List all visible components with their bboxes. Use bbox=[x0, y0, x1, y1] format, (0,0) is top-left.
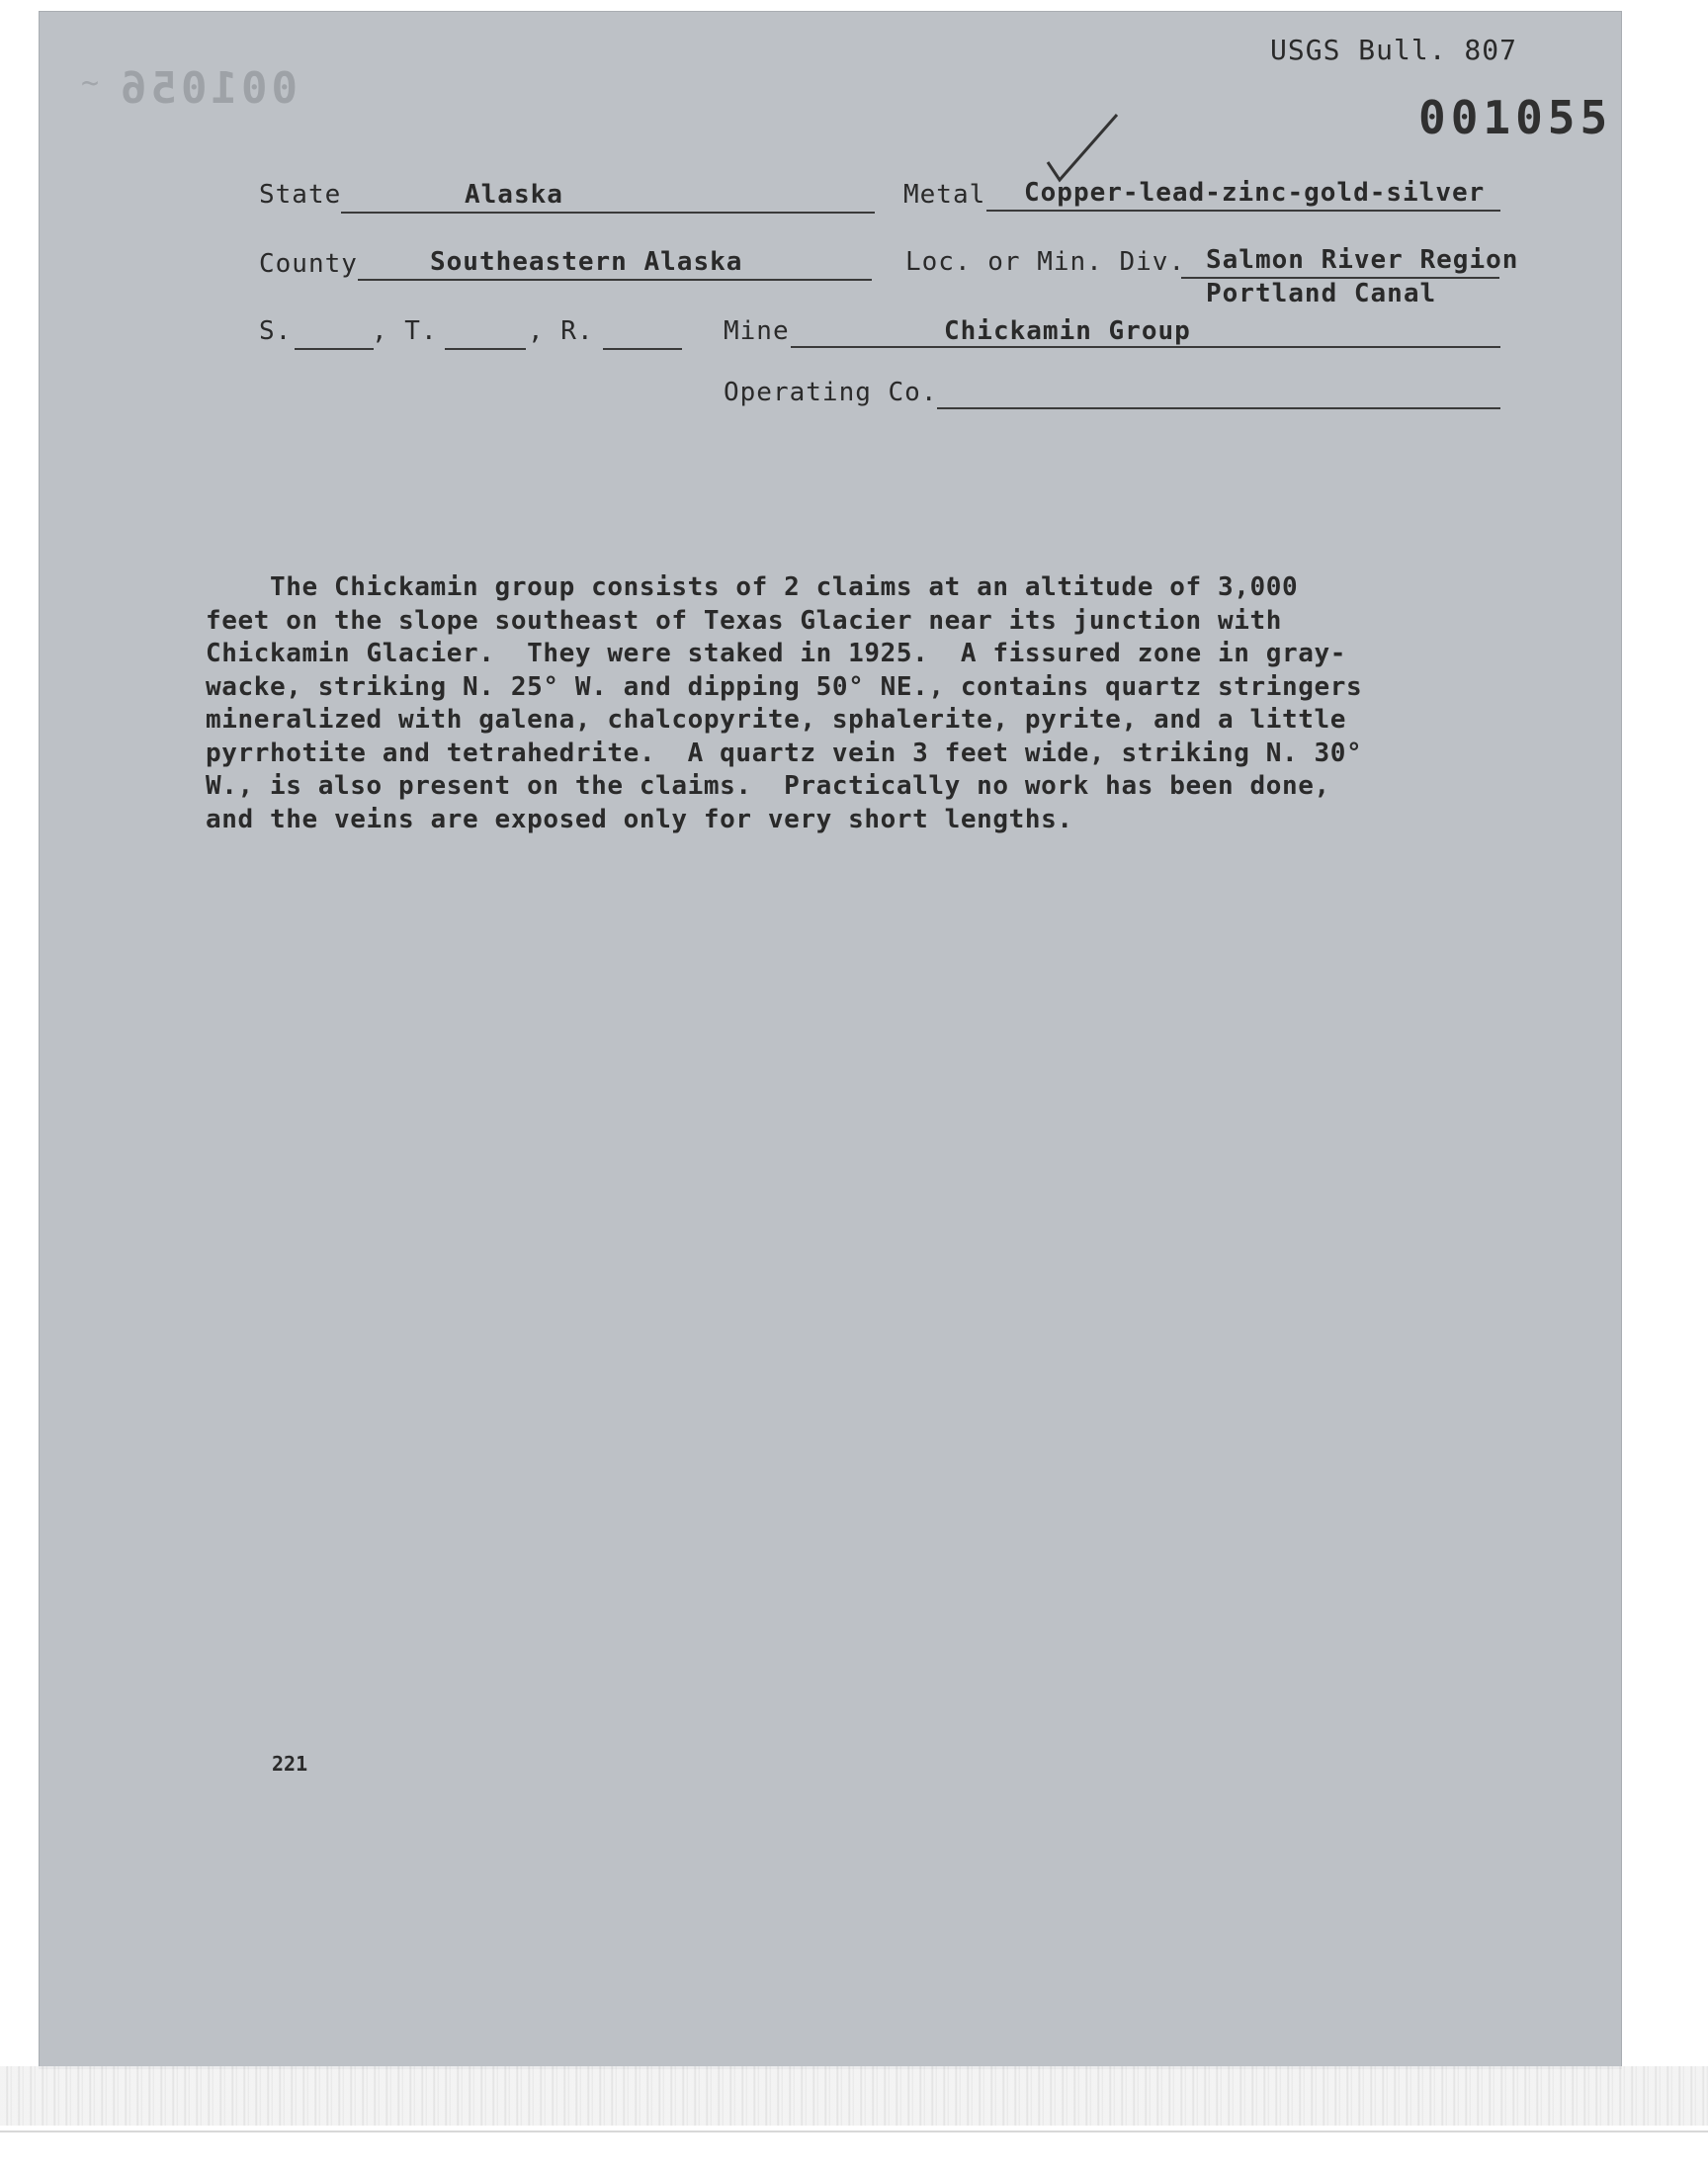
loc-value-line2: Portland Canal bbox=[1206, 279, 1437, 308]
range-underline bbox=[603, 348, 682, 350]
scan-edge bbox=[0, 2066, 1708, 2126]
section-label: S. bbox=[259, 316, 293, 346]
metal-label: Metal bbox=[903, 180, 986, 210]
serial-number: 001055 bbox=[1418, 91, 1613, 144]
township-label: , T. bbox=[372, 316, 438, 346]
document-page bbox=[40, 12, 1621, 2068]
county-underline bbox=[358, 279, 872, 281]
paragraph-line: Chickamin Glacier. They were staked in 1925. A fissured zone in gray- bbox=[206, 639, 1346, 668]
state-label: State bbox=[259, 180, 342, 210]
section-underline bbox=[295, 348, 374, 350]
bulletin-reference: USGS Bull. 807 bbox=[1270, 34, 1518, 66]
mirrored-serial-bleedthrough: 001056 bbox=[117, 63, 298, 114]
paragraph-line: and the veins are exposed only for very short lengths. bbox=[206, 804, 1073, 834]
loc-label: Loc. or Min. Div. bbox=[905, 247, 1186, 277]
page-number: 221 bbox=[272, 1752, 308, 1776]
paragraph-line: feet on the slope southeast of Texas Glacier near its junction with bbox=[206, 605, 1282, 636]
county-value: Southeastern Alaska bbox=[430, 247, 743, 277]
mine-value: Chickamin Group bbox=[944, 316, 1191, 346]
paragraph-line: mineralized with galena, chalcopyrite, sphalerite, pyrite, and a little bbox=[206, 705, 1346, 735]
description-paragraph bbox=[206, 571, 1491, 836]
county-label: County bbox=[259, 249, 358, 279]
paragraph-line: The Chickamin group consists of 2 claims at an altitude of 3,000 bbox=[206, 572, 1299, 602]
paragraph-line: W., is also present on the claims. Practically no work has been done, bbox=[206, 771, 1330, 801]
operating-co-underline bbox=[937, 407, 1500, 409]
state-underline bbox=[341, 212, 875, 214]
loc-value-line1: Salmon River Region bbox=[1206, 245, 1519, 275]
state-value: Alaska bbox=[465, 180, 563, 210]
pencil-mark-icon: ~ bbox=[81, 66, 100, 101]
scan-edge-line bbox=[0, 2131, 1708, 2132]
metal-value: Copper-lead-zinc-gold-silver bbox=[1024, 178, 1486, 208]
paragraph-line: pyrrhotite and tetrahedrite. A quartz vein 3 feet wide, striking N. 30° bbox=[206, 738, 1363, 768]
range-label: , R. bbox=[528, 316, 594, 346]
township-underline bbox=[445, 348, 526, 350]
mine-underline bbox=[791, 346, 1500, 348]
mine-label: Mine bbox=[724, 316, 790, 346]
paragraph-line: wacke, striking N. 25° W. and dipping 50° NE., contains quartz stringers bbox=[206, 671, 1363, 702]
operating-co-label: Operating Co. bbox=[724, 378, 938, 407]
metal-underline bbox=[986, 210, 1500, 212]
